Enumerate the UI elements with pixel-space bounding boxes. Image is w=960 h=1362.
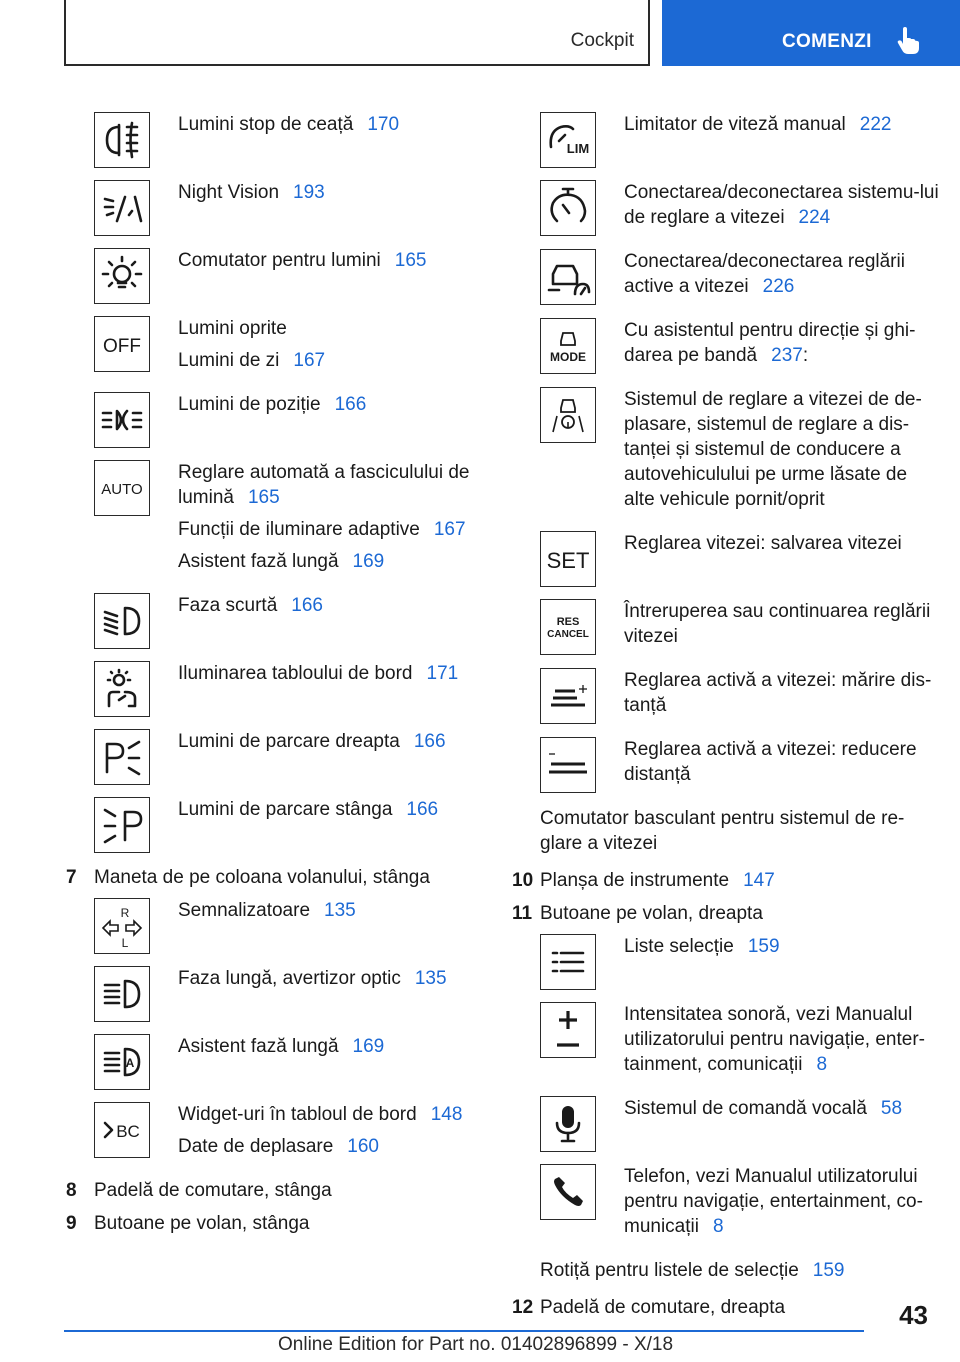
light-switch-icon bbox=[94, 248, 150, 304]
row-line bbox=[624, 1164, 942, 1239]
icon-row bbox=[94, 966, 476, 1022]
row-texts bbox=[624, 934, 780, 966]
icon-row bbox=[94, 460, 476, 581]
icon-row bbox=[540, 1002, 942, 1084]
distance-plus-icon bbox=[540, 668, 596, 724]
icon-row bbox=[94, 797, 476, 853]
row-texts bbox=[624, 112, 891, 144]
row-texts bbox=[178, 248, 426, 280]
page-reference-link[interactable]: 166 bbox=[291, 595, 323, 616]
rocker-switch-text: Comutator basculant pentru sistemul de re-glare a vitezei bbox=[540, 808, 905, 854]
row-line bbox=[178, 1034, 384, 1059]
page-reference-link[interactable]: 222 bbox=[859, 114, 892, 135]
icon-row bbox=[540, 737, 942, 794]
row-line bbox=[624, 249, 942, 299]
svg-text:RES: RES bbox=[556, 616, 580, 628]
page-reference-link[interactable]: 166 bbox=[406, 799, 439, 820]
row-line bbox=[178, 966, 447, 991]
instrument-lighting-icon bbox=[94, 661, 150, 717]
row-texts bbox=[624, 249, 942, 306]
item-text: Padelă de comutare, dreapta bbox=[540, 1297, 786, 1318]
row-texts bbox=[624, 737, 942, 794]
list-item-11 bbox=[512, 901, 942, 926]
icon-row bbox=[94, 112, 476, 168]
row-line bbox=[178, 661, 458, 686]
row-label: Date de deplasare bbox=[178, 1136, 334, 1157]
row-label: Reglarea vitezei: salvarea vitezei bbox=[624, 533, 902, 554]
row-texts bbox=[178, 898, 356, 930]
row-label: Lumini de parcare dreapta bbox=[178, 731, 400, 752]
low-beam-icon bbox=[94, 593, 150, 649]
icon-row bbox=[540, 599, 942, 656]
left-icon-list-b bbox=[94, 898, 476, 1166]
set-icon bbox=[540, 531, 596, 587]
page-header bbox=[0, 0, 960, 66]
page-reference-link[interactable]: 166 bbox=[334, 394, 367, 415]
icon-row bbox=[540, 668, 942, 725]
row-label: Conectarea/deconectarea reglării active a vitezei bbox=[624, 251, 905, 297]
row-texts bbox=[624, 531, 902, 563]
item-number: 9 bbox=[66, 1213, 77, 1234]
row-label: Lumini de poziție bbox=[178, 394, 321, 415]
item-number: 7 bbox=[66, 867, 77, 888]
item-number: 11 bbox=[512, 903, 533, 924]
bc-icon bbox=[94, 1102, 150, 1158]
parking-lights-icon bbox=[94, 392, 150, 448]
row-texts bbox=[624, 1096, 902, 1128]
page-reference-link[interactable]: 165 bbox=[247, 487, 280, 508]
row-line bbox=[624, 1002, 942, 1077]
row-label: Faza scurtă bbox=[178, 595, 278, 616]
page-reference-link[interactable]: 160 bbox=[347, 1136, 379, 1157]
row-label: Reglarea activă a vitezei: mărire dis-tanță bbox=[624, 670, 932, 716]
row-texts bbox=[624, 1002, 942, 1084]
turn-signal-icon bbox=[94, 898, 150, 954]
page-number: 43 bbox=[899, 1300, 928, 1330]
tab-cockpit[interactable] bbox=[64, 0, 650, 66]
row-line bbox=[624, 180, 942, 230]
row-texts bbox=[178, 392, 366, 424]
page-reference-link[interactable]: 167 bbox=[293, 350, 326, 371]
row-label: Conectarea/deconectarea sistemu-lui de reglare a vitezei bbox=[624, 182, 939, 228]
icon-row bbox=[540, 112, 942, 168]
page-reference-link[interactable]: 165 bbox=[394, 250, 427, 271]
icon-row bbox=[540, 180, 942, 237]
page-reference-link[interactable]: 135 bbox=[324, 900, 356, 921]
item-number: 12 bbox=[512, 1297, 534, 1318]
icon-row bbox=[540, 1096, 942, 1152]
svg-text:MODE: MODE bbox=[550, 350, 586, 364]
list-item-8 bbox=[66, 1178, 476, 1203]
item-number: 10 bbox=[512, 870, 534, 891]
icon-row bbox=[94, 180, 476, 236]
svg-text:R: R bbox=[120, 906, 130, 920]
row-label: Cu asistentul pentru direcție și ghi-darea pe bandă bbox=[624, 320, 916, 366]
row-label: Telefon, vezi Manualul utilizatorului pentru navigație, entertainment, co-municații bbox=[624, 1166, 923, 1237]
row-line bbox=[178, 180, 325, 205]
lane-assist-icon bbox=[540, 387, 596, 443]
row-texts bbox=[178, 797, 438, 829]
mode-icon bbox=[540, 318, 596, 374]
page-reference-link[interactable]: 224 bbox=[798, 207, 831, 228]
row-label: Lumini oprite bbox=[178, 318, 287, 339]
row-texts bbox=[624, 318, 942, 375]
row-label: Liste selecție bbox=[624, 936, 734, 957]
icon-row bbox=[94, 661, 476, 717]
right-icon-list-a bbox=[540, 112, 942, 794]
cruise-control-icon bbox=[540, 180, 596, 236]
row-texts bbox=[624, 180, 942, 237]
row-label: Funcții de iluminare adaptive bbox=[178, 519, 420, 540]
pointing-hand-icon bbox=[894, 26, 922, 56]
microphone-icon bbox=[540, 1096, 596, 1152]
row-label: Sistemul de reglare a vitezei de de-plasare, sistemul de reglare a dis-tanței și sistemul de conducere a autovehiculului pe urme lăsate de alte vehicule pornit/oprit bbox=[624, 389, 922, 510]
item-text: Rotiță pentru listele de selecție bbox=[540, 1260, 799, 1281]
lim-icon bbox=[540, 112, 596, 168]
high-beam-icon bbox=[94, 966, 150, 1022]
row-texts bbox=[178, 1034, 384, 1066]
row-line bbox=[178, 112, 399, 137]
icon-row bbox=[94, 316, 476, 380]
row-label: Comutator pentru lumini bbox=[178, 250, 381, 271]
row-label: Limitator de viteză manual bbox=[624, 114, 846, 135]
row-texts bbox=[178, 316, 325, 380]
svg-text:SET: SET bbox=[546, 548, 590, 573]
row-line bbox=[178, 549, 476, 574]
off-icon bbox=[94, 316, 150, 372]
row-texts bbox=[178, 1102, 462, 1166]
item-text: Padelă de comutare, stânga bbox=[94, 1180, 332, 1201]
row-line bbox=[178, 392, 366, 417]
row-line bbox=[178, 248, 426, 273]
page-reference-link[interactable]: 193 bbox=[293, 182, 325, 203]
tab-comenzi-label: COMENZI bbox=[782, 31, 872, 52]
parking-right-icon bbox=[94, 729, 150, 785]
row-label: Semnalizatoare bbox=[178, 900, 311, 921]
list-item-10 bbox=[512, 868, 942, 893]
row-label: Întreruperea sau continuarea reglării vitezei bbox=[624, 601, 931, 647]
icon-row bbox=[94, 1034, 476, 1090]
row-line bbox=[624, 934, 780, 959]
page-reference-link[interactable]: 167 bbox=[433, 519, 466, 540]
row-line bbox=[624, 531, 902, 556]
row-line bbox=[178, 593, 323, 618]
page-reference-link[interactable]: 159 bbox=[812, 1260, 845, 1281]
row-label: Iluminarea tabloului de bord bbox=[178, 663, 413, 684]
page-reference-link[interactable]: 170 bbox=[367, 114, 400, 135]
right-column bbox=[512, 112, 942, 1328]
row-line bbox=[624, 318, 942, 368]
row-line bbox=[178, 316, 325, 341]
row-line bbox=[624, 1096, 902, 1121]
row-texts bbox=[624, 599, 942, 656]
icon-row bbox=[94, 392, 476, 448]
row-line bbox=[624, 112, 891, 137]
row-texts bbox=[178, 180, 325, 212]
list-icon bbox=[540, 934, 596, 990]
row-line bbox=[178, 729, 446, 754]
high-beam-assist-icon bbox=[94, 1034, 150, 1090]
item-text: Maneta de pe coloana volanului, stânga bbox=[94, 867, 430, 888]
page-reference-link[interactable]: 148 bbox=[430, 1104, 463, 1125]
page-reference-link[interactable]: 169 bbox=[352, 551, 385, 572]
row-line bbox=[178, 1134, 462, 1159]
item-text: Butoane pe volan, stânga bbox=[94, 1213, 310, 1234]
page-reference-link[interactable]: 169 bbox=[352, 1036, 385, 1057]
page-reference-link[interactable]: 171 bbox=[426, 663, 459, 684]
row-texts bbox=[178, 966, 447, 998]
row-texts bbox=[178, 593, 323, 625]
svg-text:AUTO: AUTO bbox=[101, 481, 143, 498]
row-label: Night Vision bbox=[178, 182, 280, 203]
svg-text:OFF: OFF bbox=[103, 336, 141, 357]
item-number: 8 bbox=[66, 1180, 77, 1201]
page-reference-link[interactable]: 237 bbox=[771, 345, 803, 366]
icon-row bbox=[540, 934, 942, 990]
svg-text:A: A bbox=[125, 1056, 135, 1070]
row-label: Widget-uri în tabloul de bord bbox=[178, 1104, 417, 1125]
list-item-7 bbox=[66, 865, 476, 890]
right-icon-list-b bbox=[540, 934, 942, 1246]
row-label: Lumini stop de ceață bbox=[178, 114, 354, 135]
night-vision-icon bbox=[94, 180, 150, 236]
tab-cockpit-label: Cockpit bbox=[570, 30, 634, 51]
row-line bbox=[624, 668, 942, 718]
row-label: Lumini de parcare stânga bbox=[178, 799, 393, 820]
icon-row bbox=[94, 1102, 476, 1166]
icon-row bbox=[94, 898, 476, 954]
row-line bbox=[178, 797, 438, 822]
icon-row bbox=[94, 248, 476, 304]
row-line bbox=[624, 599, 942, 649]
row-label: Lumini de zi bbox=[178, 350, 280, 371]
left-icon-list-a bbox=[94, 112, 476, 853]
page-reference-link[interactable]: 8 bbox=[712, 1216, 724, 1237]
row-texts bbox=[178, 112, 399, 144]
row-label: Intensitatea sonoră, vezi Manualul utilizatorului pentru navigație, enter-tainment, comunicații bbox=[624, 1004, 926, 1075]
icon-row bbox=[94, 729, 476, 785]
row-texts bbox=[624, 387, 942, 519]
footer-edition-text: Online Edition for Part no. 01402896899 - X/18 bbox=[278, 1334, 674, 1355]
icon-row bbox=[94, 593, 476, 649]
row-label: Reglare automată a fasciculului de lumină bbox=[178, 462, 470, 508]
parking-left-icon bbox=[94, 797, 150, 853]
auto-icon bbox=[94, 460, 150, 516]
list-item-9 bbox=[66, 1211, 476, 1236]
row-label: Sistemul de comandă vocală bbox=[624, 1098, 867, 1119]
row-texts bbox=[178, 729, 446, 761]
page-reference-link[interactable]: 135 bbox=[414, 968, 447, 989]
row-line bbox=[178, 1102, 462, 1127]
row-line bbox=[178, 898, 356, 923]
icon-row bbox=[540, 387, 942, 519]
svg-text:L: L bbox=[121, 936, 129, 949]
thumbwheel-text bbox=[540, 1258, 942, 1283]
svg-text:BC: BC bbox=[116, 1122, 140, 1141]
page-reference-link[interactable]: 8 bbox=[816, 1054, 828, 1075]
phone-icon bbox=[540, 1164, 596, 1220]
page-reference-link[interactable]: 58 bbox=[880, 1098, 903, 1119]
rear-fog-light-icon bbox=[94, 112, 150, 168]
row-line bbox=[178, 460, 476, 510]
active-cruise-icon bbox=[540, 249, 596, 305]
page-reference-link[interactable]: 226 bbox=[762, 276, 795, 297]
row-label: Faza lungă, avertizor optic bbox=[178, 968, 401, 989]
volume-icon bbox=[540, 1002, 596, 1058]
distance-minus-icon bbox=[540, 737, 596, 793]
icon-row bbox=[540, 1164, 942, 1246]
row-line bbox=[624, 737, 942, 787]
page-reference-link[interactable]: 166 bbox=[413, 731, 446, 752]
res-cancel-icon bbox=[540, 599, 596, 655]
page-reference-link[interactable]: 159 bbox=[747, 936, 780, 957]
svg-text:LIM: LIM bbox=[566, 141, 590, 156]
row-label: Asistent fază lungă bbox=[178, 1036, 339, 1057]
row-texts bbox=[178, 661, 458, 693]
icon-row bbox=[540, 249, 942, 306]
icon-row bbox=[540, 531, 942, 587]
item-text: Butoane pe volan, dreapta bbox=[540, 903, 763, 924]
left-column bbox=[66, 112, 476, 1244]
row-line bbox=[178, 517, 476, 542]
page-reference-link[interactable]: 147 bbox=[743, 870, 775, 891]
row-line bbox=[178, 348, 325, 373]
row-line bbox=[624, 387, 942, 512]
row-suffix: : bbox=[802, 345, 809, 366]
footer-divider bbox=[64, 1330, 864, 1332]
list-item-12 bbox=[512, 1295, 942, 1320]
item-text: Planșa de instrumente bbox=[540, 870, 730, 891]
row-texts bbox=[178, 460, 476, 581]
row-texts bbox=[624, 1164, 942, 1246]
row-label: Reglarea activă a vitezei: reducere distanță bbox=[624, 739, 917, 785]
icon-row bbox=[540, 318, 942, 375]
row-label: Asistent fază lungă bbox=[178, 551, 339, 572]
row-texts bbox=[624, 668, 942, 725]
svg-text:CANCEL: CANCEL bbox=[547, 629, 589, 640]
